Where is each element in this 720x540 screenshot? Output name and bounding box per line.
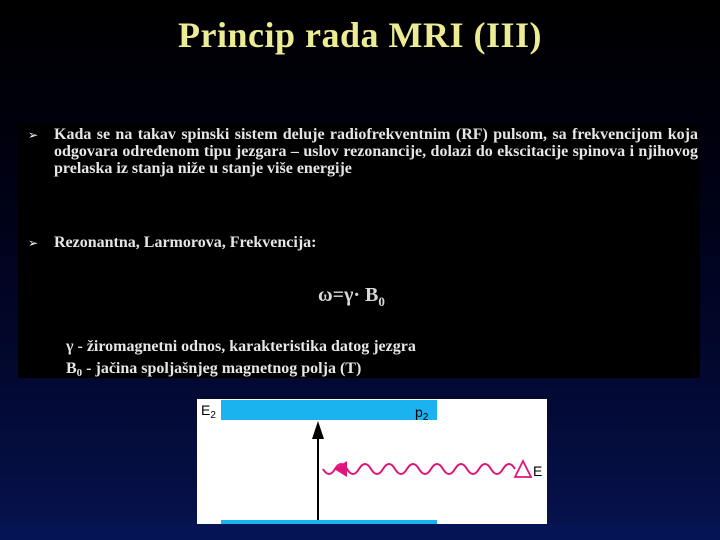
delta-icon xyxy=(515,461,531,477)
definition-text: - žiromagnetni odnos, karakteristika datog jezgra xyxy=(73,338,416,355)
larmor-formula xyxy=(318,284,385,310)
formula-subscript: 0 xyxy=(378,294,385,309)
upper-energy-level xyxy=(221,400,437,420)
definitions xyxy=(66,336,416,384)
transition-arrowhead xyxy=(312,421,324,439)
definition-symbol: B xyxy=(66,360,77,377)
energy-diagram-svg xyxy=(197,399,547,540)
bullet-marker: ➢ xyxy=(28,128,39,142)
bullet-text-larmor: Rezonantna, Larmorova, Frekvencija: xyxy=(54,234,317,251)
bottom-bar xyxy=(0,524,720,540)
formula-main: ω=γ· B xyxy=(318,284,379,306)
definition-text: - jačina spoljašnjeg magnetnog polja (T) xyxy=(82,360,362,377)
upper-population-label: $p_2$ xyxy=(415,404,429,423)
upper-level-label: $E_2$ xyxy=(201,402,216,421)
definition-subscript: 0 xyxy=(76,367,83,379)
definition-b0 xyxy=(66,358,416,384)
energy-level-diagram xyxy=(197,399,547,540)
photon-wave xyxy=(323,464,515,474)
bullet-text-excitation: Kada se na takav spinski sistem deluje radiofrekventnim (RF) pulsom, sa frekvencijom koja odgovara određenom tipu jezgara – uslov rezonancije, dolazi do ekscitacije spinova i njihovog prelaska iz stanja niže u stanje više energije xyxy=(54,126,698,177)
slide-title: Princip rada MRI (III) xyxy=(178,15,542,55)
definition-gamma xyxy=(66,336,416,358)
photon-energy-label: E xyxy=(533,463,543,479)
content-panel xyxy=(18,124,700,378)
definition-symbol: γ xyxy=(66,338,74,355)
bullet-marker: ➢ xyxy=(28,236,39,250)
